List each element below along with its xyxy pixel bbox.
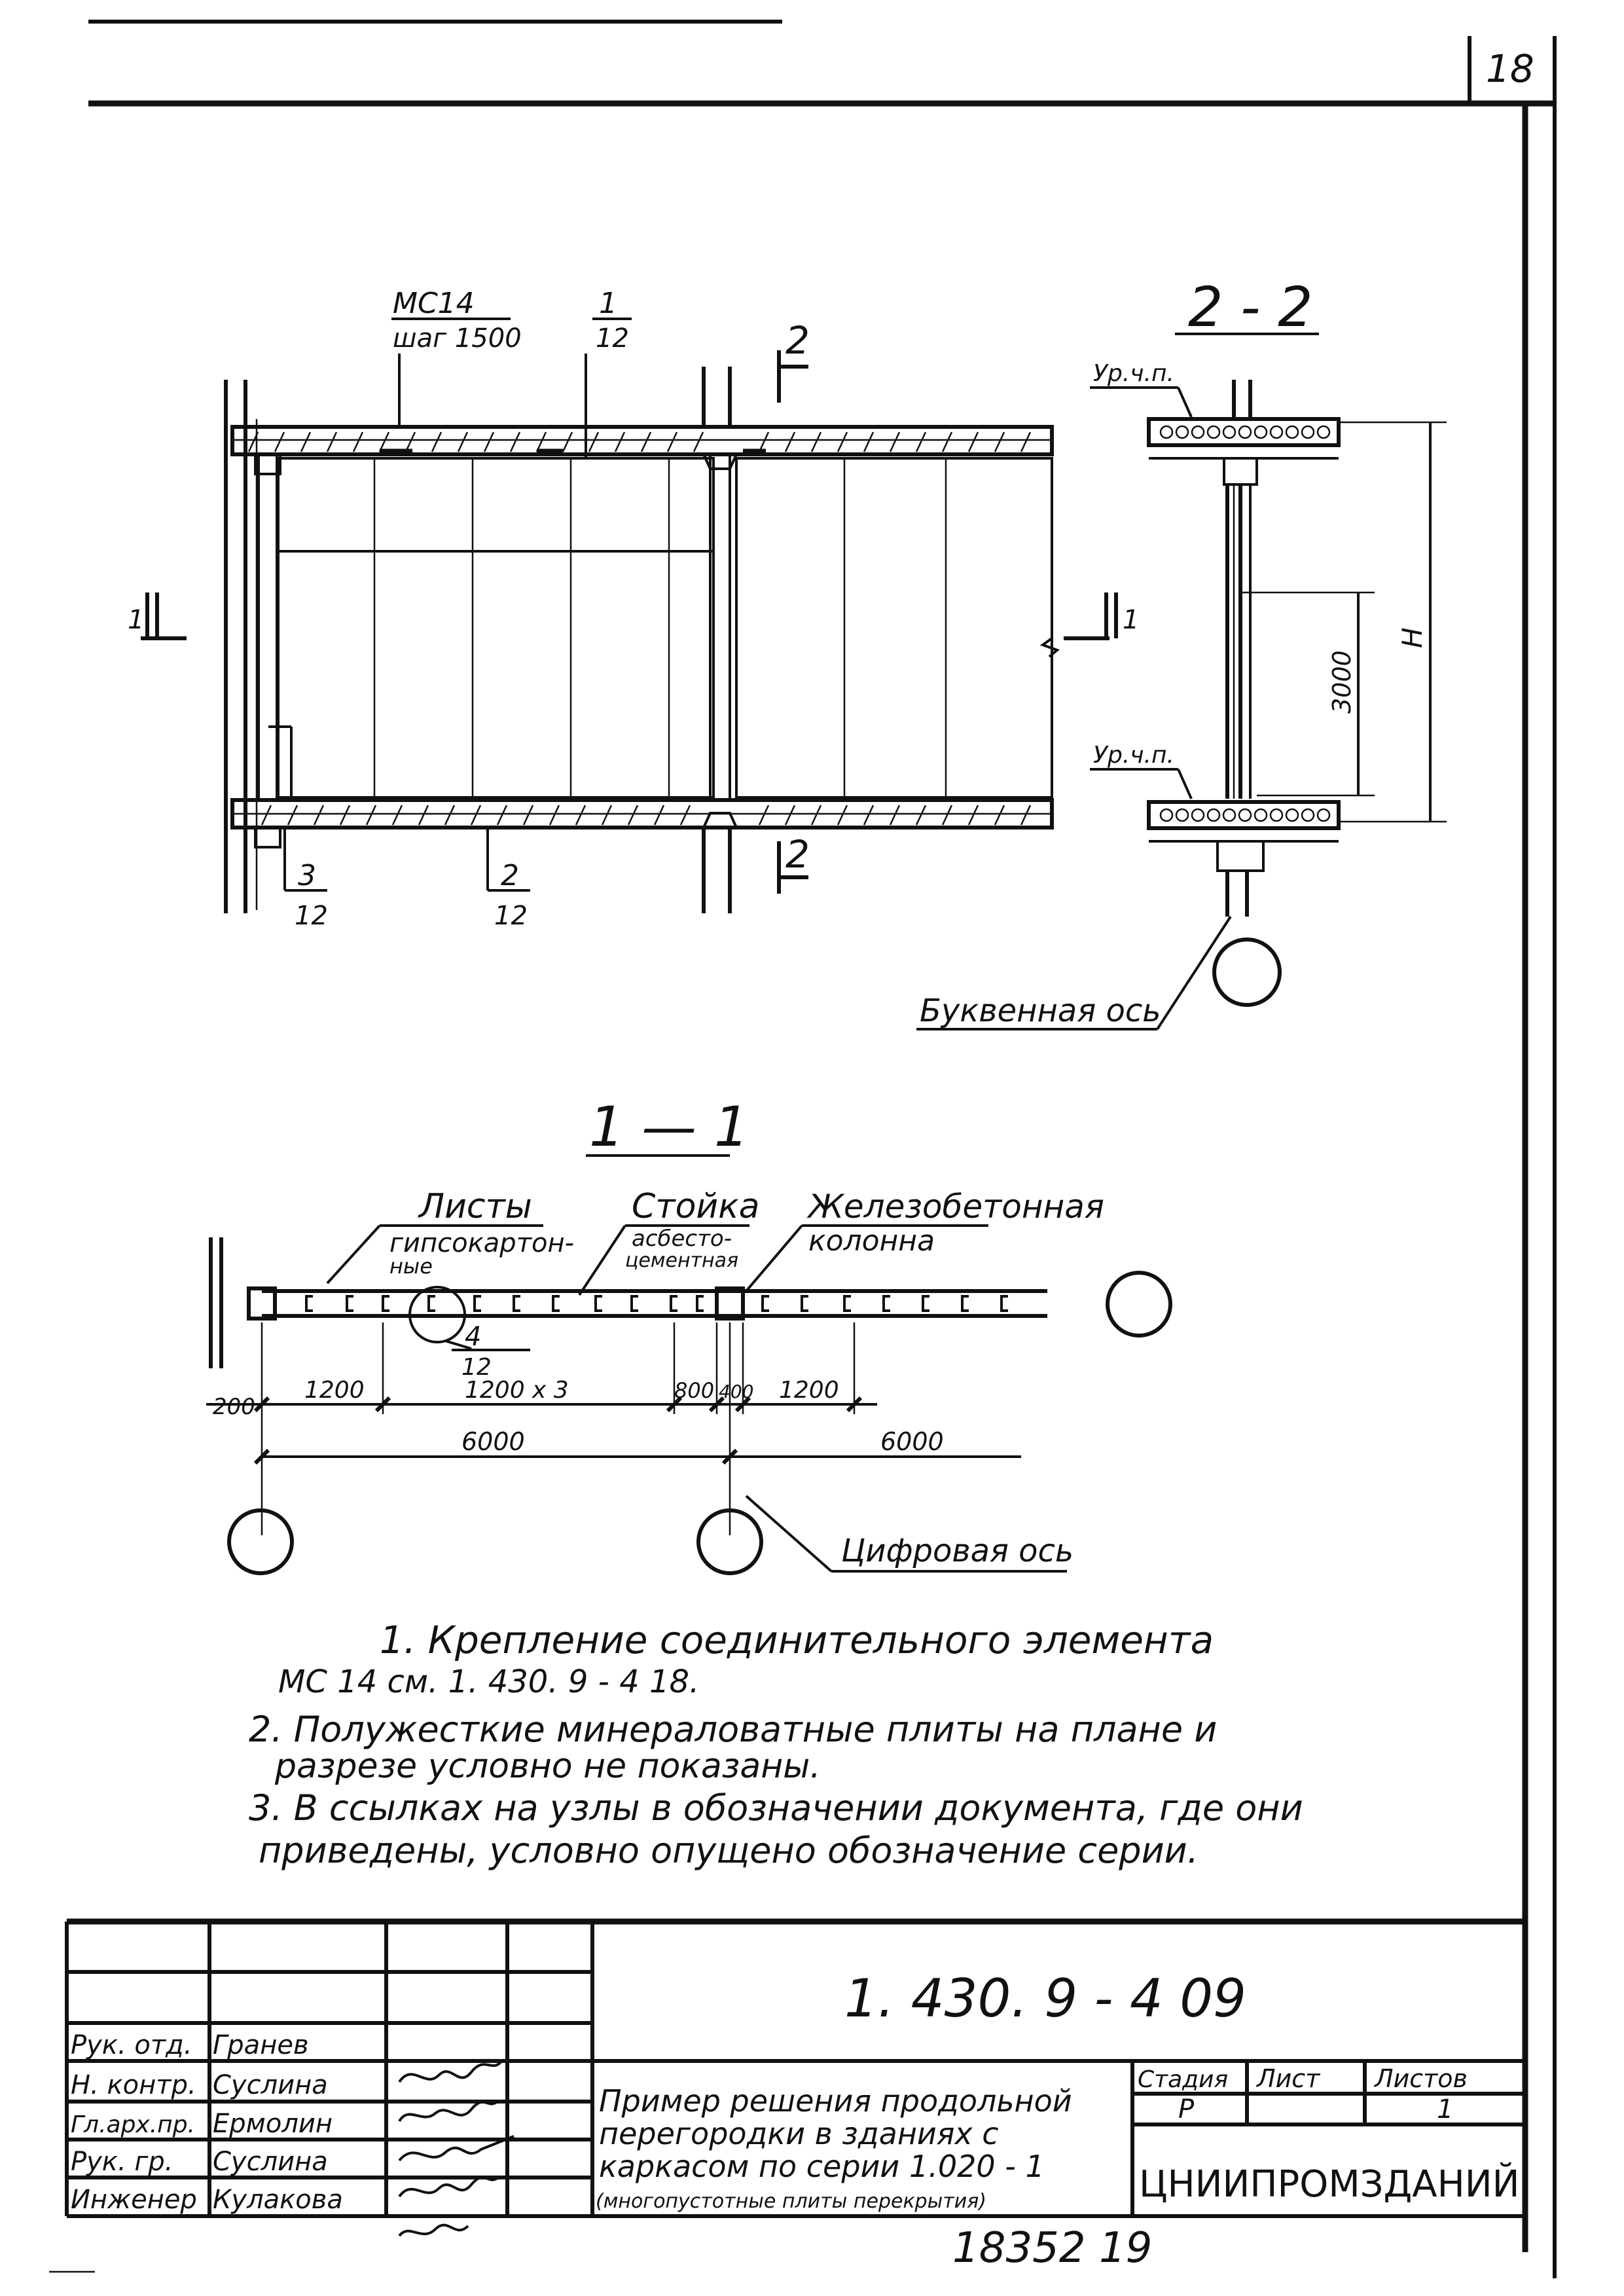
side-mark-left: 1 [128, 605, 145, 635]
document-code: 1. 430. 9 - 4 09 [844, 1968, 1247, 2029]
callout-bottom-num: 2 [501, 859, 519, 892]
role-4: Рук. гр. [71, 2147, 173, 2177]
node-sheet: 12 [461, 1354, 492, 1381]
note-3-line-2: приведены, условно опущено обозначение серии. [259, 1830, 1199, 1871]
dim-400: 400 [719, 1381, 754, 1402]
post-label-1: Стойка [632, 1187, 760, 1226]
note-3-line-1: 3. В ссылках на узлы в обозначении документа, где они [249, 1787, 1303, 1829]
organization: ЦНИИПРОМЗДАНИЙ [1139, 2163, 1520, 2206]
note-2-line-2: разрезе условно не показаны. [275, 1747, 821, 1786]
callout-left-sheet: 12 [295, 901, 328, 931]
sheet-number: 18 [1486, 46, 1534, 91]
dim-200: 200 [213, 1394, 255, 1420]
dim-6000-a: 6000 [461, 1427, 525, 1456]
dim-height-h: H [1396, 627, 1428, 648]
post-label-2: асбесто- [632, 1226, 732, 1252]
section-2-2-view [916, 334, 1447, 1029]
name-3: Ермолин [213, 2109, 333, 2139]
sheet-header: Лист [1257, 2064, 1320, 2093]
dim-height-3000: 3000 [1327, 650, 1356, 714]
floor-level-top: Ур.ч.п. [1093, 360, 1174, 387]
sheets-label-3: ные [389, 1254, 433, 1279]
stage-header: Стадия [1138, 2066, 1229, 2093]
name-4: Суслина [213, 2147, 328, 2177]
section-mark-top: 2 [785, 318, 810, 363]
title-line-3: каркасом по серии 1.020 - 1 [599, 2149, 1045, 2184]
note-2-line-1: 2. Полужесткие минераловатные плиты на плане и [249, 1709, 1218, 1750]
name-2: Суслина [213, 2070, 328, 2100]
digit-axis-bubble-left [229, 1510, 292, 1573]
section-mark-bottom: 2 [785, 832, 810, 877]
floor-level-bottom: Ур.ч.п. [1093, 742, 1174, 769]
title-line-2: перегородки в зданиях с [599, 2116, 999, 2151]
column-label-1: Железобетонная [808, 1188, 1104, 1226]
connector-label: МС14 [393, 287, 475, 320]
archive-number: 18352 19 [952, 2224, 1153, 2272]
title-line-1: Пример решения продольной [599, 2083, 1072, 2119]
side-mark-right: 1 [1123, 605, 1140, 635]
name-5: Кулакова [213, 2185, 343, 2215]
dim-800: 800 [674, 1378, 715, 1403]
sheets-label-2: гипсокартон- [389, 1228, 575, 1258]
callout-top-num: 1 [599, 287, 617, 320]
dim-6000-b: 6000 [880, 1427, 944, 1456]
post-label-3: цементная [625, 1249, 739, 1272]
role-1: Рук. отд. [71, 2030, 192, 2060]
column-label-2: колонна [808, 1224, 935, 1258]
role-2: Н. контр. [71, 2070, 196, 2100]
sheets-header: Листов [1375, 2064, 1468, 2093]
dim-1200-b: 1200 [779, 1377, 839, 1404]
connector-step: шаг 1500 [393, 323, 522, 354]
node-num: 4 [465, 1322, 482, 1352]
digit-axis-bubble-right [1108, 1273, 1170, 1336]
role-5: Инженер [71, 2185, 197, 2215]
dim-1200x3: 1200 х 3 [465, 1377, 569, 1404]
plan-view [141, 350, 1116, 913]
title-line-4: (многопустотные плиты перекрытия) [596, 2190, 987, 2213]
sheets-label-1: Листы [419, 1187, 532, 1226]
digit-axis-caption: Цифровая ось [841, 1533, 1074, 1569]
sheets-value: 1 [1437, 2094, 1454, 2124]
callout-left-num: 3 [298, 859, 316, 892]
role-3: Гл.арх.пр. [71, 2111, 196, 2138]
note-1-line-1: 1. Крепление соединительного элемента [380, 1618, 1214, 1662]
letter-axis-bubble [1214, 939, 1280, 1005]
stage-value: Р [1178, 2094, 1195, 2124]
callout-bottom-sheet: 12 [494, 901, 528, 931]
letter-axis-caption: Буквенная ось [920, 993, 1161, 1029]
note-1-line-2: МС 14 см. 1. 430. 9 - 4 18. [278, 1664, 700, 1700]
name-1: Гранев [213, 2030, 309, 2060]
dim-1200-a: 1200 [304, 1377, 365, 1404]
section-2-2-title: 2 - 2 [1188, 275, 1313, 339]
callout-top-sheet: 12 [596, 323, 629, 354]
signatures [399, 2062, 514, 2236]
section-1-1-title: 1 — 1 [589, 1095, 749, 1159]
